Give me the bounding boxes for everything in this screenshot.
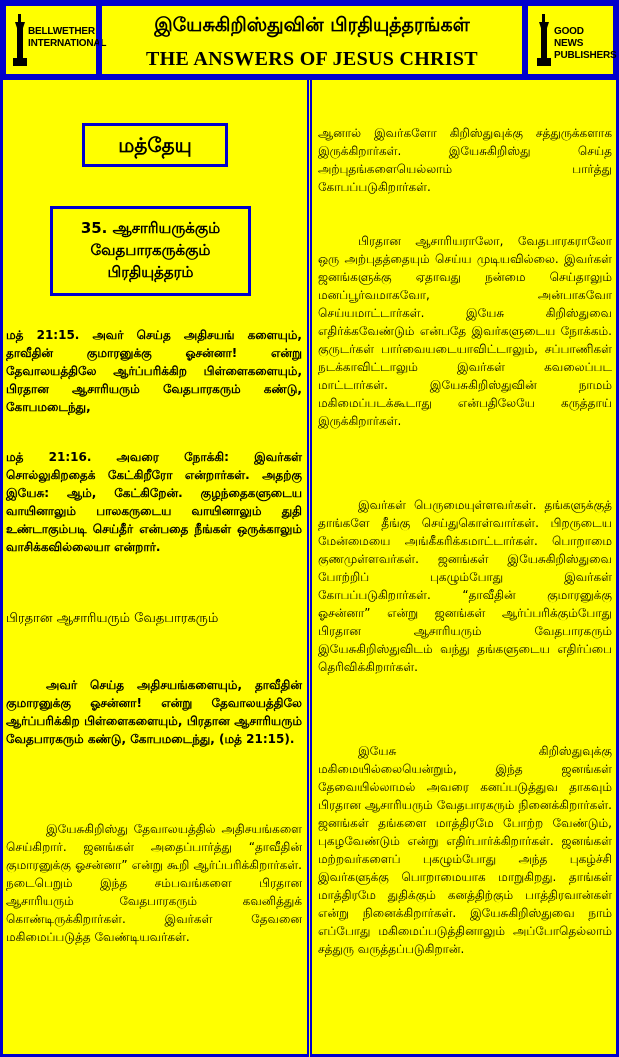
- title-tamil: இயேசுகிறிஸ்துவின் பிரதியுத்தரங்கள்: [154, 14, 470, 36]
- right-paragraph-3: இவர்கள் பெருமையுள்ளவர்கள். தங்களுக்குத் தாங்களே தீங்கு செய்துகொள்வார்கள். பிறருடைய மேன்மையை அங்கீகரிக்கமாட்டார்கள். பொறாமை குணமுள்ளவர்கள். ஜனங்கள் இயேசுகிறிஸ்துவை போற்றிப் புகழும்போது இவர்கள் கோபப்படுகிறார்கள். “தாவீதின் குமாரனுக்கு ஓசன்னா” என்று ஜனங்கள் ஆர்ப்பரிக்கும்போது பிரதான ஆசாரியரும் வேதபாரகரும் இயேசுகிறிஸ்துவிடம் வந்து தங்களுடைய எதிர்ப்பை தெரிவிக்கிறார்கள்.: [318, 498, 612, 674]
- book-title: மத்தேயு: [82, 123, 228, 167]
- header: [3, 3, 616, 77]
- logo-left-text: BELLWETHER INTERNATIONAL: [28, 26, 107, 49]
- bellwether-logo: [3, 3, 107, 77]
- right-paragraph-2: பிரதான ஆசாரியராலோ, வேதபாரகராலோ ஒரு அற்புதத்தையும் செய்ய முடியவில்லை. இவர்கள் ஜனங்களுக்கு ஏதாவது நன்மை செய்தாலும் மனப்பூர்வமாகவோ, அன்பாகவோ செய்யமாட்டார்கள். இயேசு கிறிஸ்துவை எதிர்க்கவேண்டும் என்பதே இவர்களுடைய நோக்கம். குருடர்கள் பார்வையடையாவிட்டாலும், சப்பாணிகள் நடக்காவிட்டாலும் இவர்கள் கவலைப்பட மாட்டார்கள். இயேசுகிறிஸ்துவின் நாமம் மகிமைப்படக்கூடாது என்பதிலேயே கருத்தாய் இருக்கிறார்கள்.: [318, 234, 612, 428]
- section-title: 35. ஆசாரியருக்கும் வேதபாரகருக்கும் பிரதியுத்தரம்: [50, 206, 251, 296]
- tower-icon: [12, 14, 28, 66]
- title-english: THE ANSWERS OF JESUS CHRIST: [146, 48, 478, 70]
- column-divider: [307, 80, 312, 1057]
- right-paragraph-1: ஆனால் இவர்களோ கிறிஸ்துவுக்கு சத்துருக்களாக இருக்கிறார்கள். இயேசுகிறிஸ்து செய்த அற்புதங்களையெல்லாம் பார்த்து கோபப்படுகிறார்கள்.: [318, 126, 612, 194]
- verse-21-16: மத் 21:16. அவரை நோக்கி: இவர்கள் சொல்லுகிறதைக் கேட்கிறீரோ என்றார்கள். அதற்கு இயேசு: ஆம், கேட்கிறேன். குழந்தைகளுடைய வாயினாலும் பாலகருடைய வாயினாலும் துதி உண்டாகும்படி செய்தீர் என்பதை நீங்கள் ஒருக்காலும் வாசிக்கவில்லையா என்றார்.: [6, 450, 302, 554]
- subhead: பிரதான ஆசாரியரும் வேதபாரகரும்: [6, 611, 219, 626]
- tower-icon: [536, 14, 552, 66]
- verse-21-15: மத் 21:15. அவர் செய்த அதிசயங் களையும், தாவீதின் குமாரனுக்கு ஓசன்னா! என்று தேவாலயத்திலே ஆர்ப்பரிக்கிற பிள்ளைகளையும், பிரதான ஆசாரியரும் வேதபாரகரும் கண்டு, கோபமடைந்து,: [6, 328, 302, 414]
- right-paragraph-4: இயேசு கிறிஸ்துவுக்கு மகிமையில்லையென்றும், இந்த ஜனங்கள் தேவையில்லாமல் அவரை கனப்படுத்துவ தாகவும் பிரதான ஆசாரியரும் வேதபாரகரும் நினைக்கிறார்கள். ஜனங்கள் தங்களை மாத்திரமே போற்ற வேண்டும், புகழவேண்டும் என்று எதிர்பார்க்கிறார்கள். ஜனங்கள் மற்றவர்களைப் புகழும்போது அந்த புகழ்ச்சி இவர்களுக்கு பொறாமையாக மாறுகிறது. தாங்கள் மாத்திரமே துதிக்கும் கனத்திற்கும் பாத்திரவான்கள் என்று நினைக்கிறார்கள். இயேசுகிறிஸ்துவை நாம் எப்போது மகிமைப்படுத்தினாலும் அப்போதெல்லாம் சத்துரு வருத்தப்படுகிறான்.: [318, 744, 612, 956]
- paragraph-1: இயேசுகிறிஸ்து தேவாலயத்தில் அதிசயங்களை செய்கிறார். ஜனங்கள் அதைப்பார்த்து “தாவீதின் குமாரனுக்கு ஓசன்னா” என்று கூறி ஆர்ப்பரிக்கிறார்கள். நடைபெறும் இந்த சம்பவங்களை பிரதான ஆசாரியரும் வேதபாரகரும் கவனித்துக் கொண்டிருக்கிறார்கள். இவர்கள் தேவனை மகிமைப்படுத்த வேண்டியவர்கள்.: [6, 822, 302, 944]
- good-news-logo: [525, 3, 616, 77]
- logo-right-text: GOOD NEWS PUBLISHERS: [554, 26, 617, 61]
- title-box: [99, 3, 525, 77]
- quote: அவர் செய்த அதிசயங்களையும், தாவீதின் குமாரனுக்கு ஓசன்னா! என்று தேவாலயத்திலே ஆர்ப்பரிக்கிற பிள்ளைகளையும், பிரதான ஆசாரியரும் வேதபாரகரும் கண்டு, கோபமடைந்து, (மத் 21:15).: [6, 678, 302, 746]
